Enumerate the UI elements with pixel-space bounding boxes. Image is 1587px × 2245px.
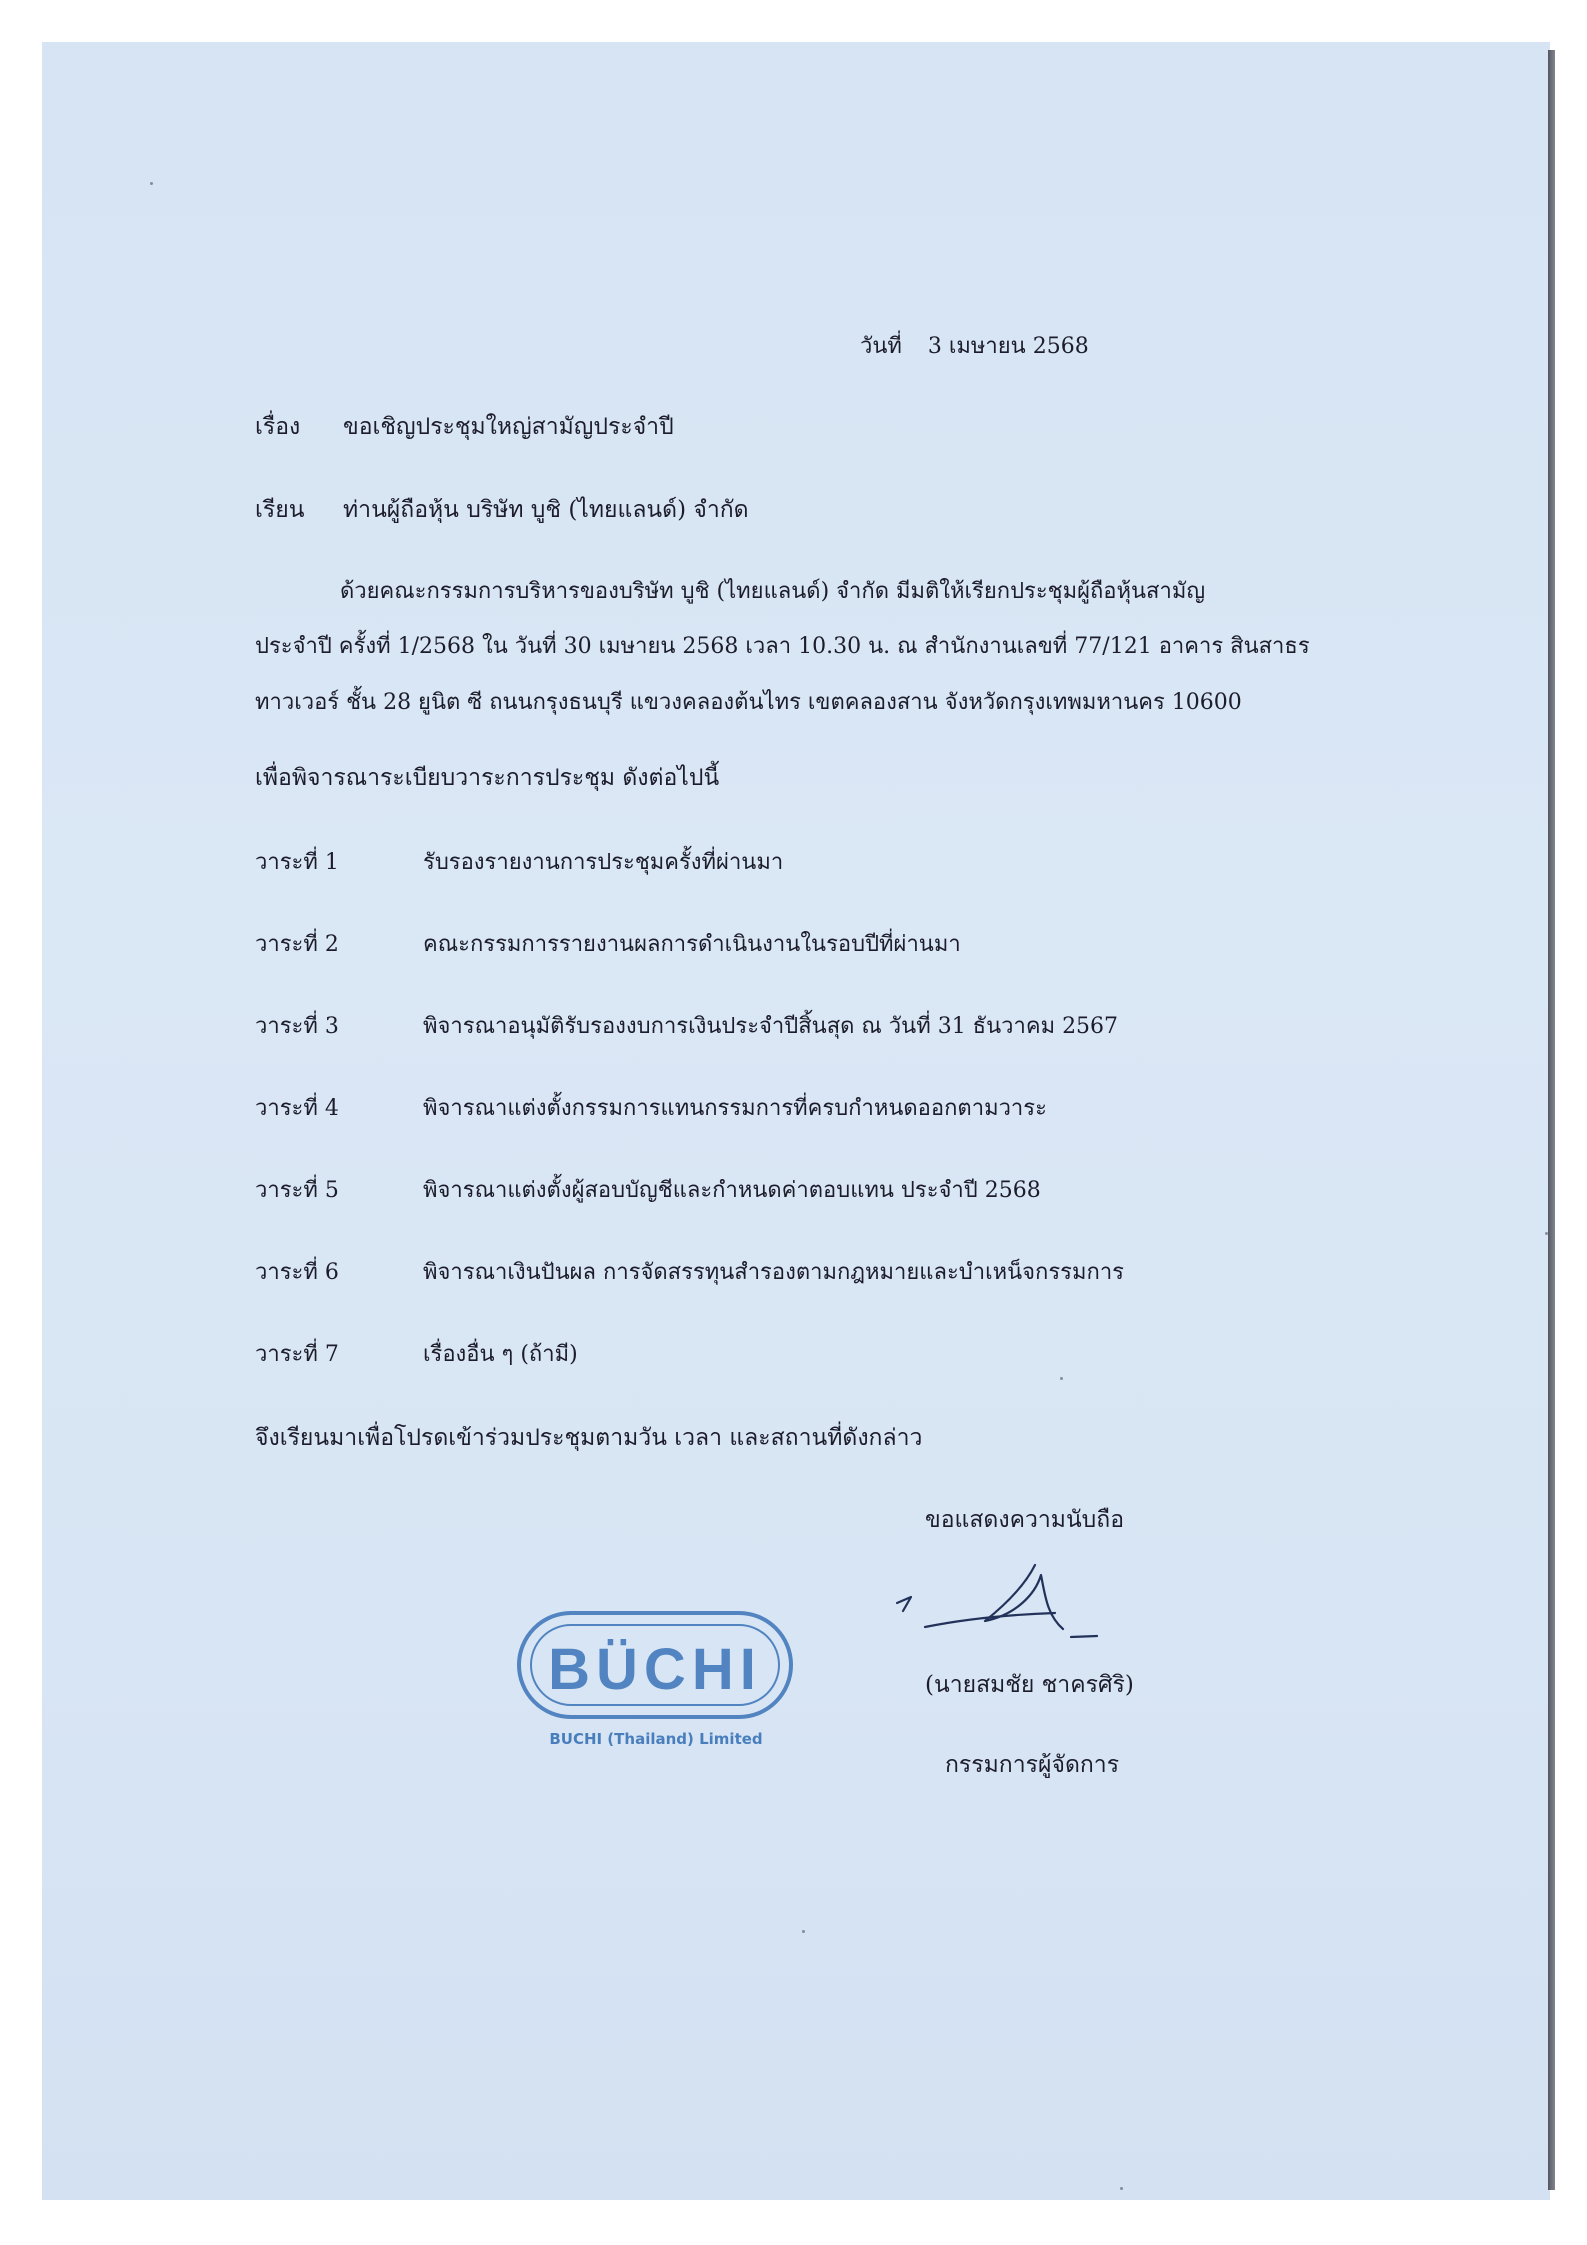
agenda-text: รับรองรายงานการประชุมครั้งที่ผ่านมา	[423, 850, 784, 875]
agenda-label: วาระที่ 5	[255, 1178, 339, 1203]
scan-edge-shadow	[1548, 50, 1555, 2190]
agenda-text: พิจารณาเงินปันผล การจัดสรรทุนสำรองตามกฎหมายและบำเหน็จกรรมการ	[423, 1260, 1124, 1285]
subject-label: เรื่อง	[255, 414, 301, 440]
agenda-label: วาระที่ 7	[255, 1342, 339, 1367]
letter-date	[860, 332, 1089, 362]
agenda-text: พิจารณาอนุมัติรับรองงบการเงินประจำปีสิ้นสุด ณ วันที่ 31 ธันวาคม 2567	[423, 1014, 1119, 1039]
svg-text:BÜCHI: BÜCHI	[548, 1637, 762, 1702]
handwritten-signature	[885, 1555, 1105, 1645]
stamp-caption: BUCHI (Thailand) Limited	[549, 1730, 763, 1748]
regards-line: ขอแสดงความนับถือ	[925, 1507, 1125, 1533]
scan-speck	[1120, 2187, 1123, 2190]
subject-line	[255, 412, 674, 442]
agenda-intro: เพื่อพิจารณาระเบียบวาระการประชุม ดังต่อไปนี้	[255, 765, 720, 791]
signer-title: กรรมการผู้จัดการ	[945, 1752, 1120, 1778]
agenda-label: วาระที่ 6	[255, 1260, 339, 1285]
recipient-text: ท่านผู้ถือหุ้น บริษัท บูชิ (ไทยแลนด์) จำกัด	[343, 497, 749, 523]
agenda-label: วาระที่ 1	[255, 850, 339, 875]
agenda-label: วาระที่ 4	[255, 1096, 339, 1121]
scan-speck	[1060, 1377, 1063, 1380]
date-label: วันที่	[860, 334, 902, 359]
recipient-line	[255, 495, 749, 525]
scan-speck	[150, 182, 153, 185]
subject-text: ขอเชิญประชุมใหญ่สามัญประจำปี	[343, 414, 674, 440]
agenda-text: คณะกรรมการรายงานผลการดำเนินงานในรอบปีที่ผ่านมา	[423, 932, 961, 957]
scan-speck	[802, 1930, 805, 1933]
agenda-text: เรื่องอื่น ๆ (ถ้ามี)	[423, 1342, 578, 1367]
closing-line: จึงเรียนมาเพื่อโปรดเข้าร่วมประชุมตามวัน เวลา และสถานที่ดังกล่าว	[255, 1425, 923, 1451]
agenda-label: วาระที่ 2	[255, 932, 339, 957]
body-line: ทาวเวอร์ ชั้น 28 ยูนิต ซี ถนนกรุงธนบุรี แขวงคลองต้นไทร เขตคลองสาน จังหวัดกรุงเทพมหานคร 10600	[255, 690, 1242, 715]
agenda-text: พิจารณาแต่งตั้งกรรมการแทนกรรมการที่ครบกำหนดออกตามวาระ	[423, 1096, 1047, 1121]
agenda-text: พิจารณาแต่งตั้งผู้สอบบัญชีและกำหนดค่าตอบแทน ประจำปี 2568	[423, 1178, 1041, 1203]
date-value: 3 เมษายน 2568	[927, 334, 1089, 359]
recipient-label: เรียน	[255, 497, 305, 523]
body-line: ด้วยคณะกรรมการบริหารของบริษัท บูชิ (ไทยแลนด์) จำกัด มีมติให้เรียกประชุมผู้ถือหุ้นสามัญ	[340, 579, 1206, 604]
signer-name: (นายสมชัย ชาครศิริ)	[925, 1672, 1134, 1698]
agenda-label: วาระที่ 3	[255, 1014, 339, 1039]
body-line: ประจำปี ครั้งที่ 1/2568 ใน วันที่ 30 เมษายน 2568 เวลา 10.30 น. ณ สำนักงานเลขที่ 77/121 อาคาร สินสาธร	[255, 634, 1310, 659]
